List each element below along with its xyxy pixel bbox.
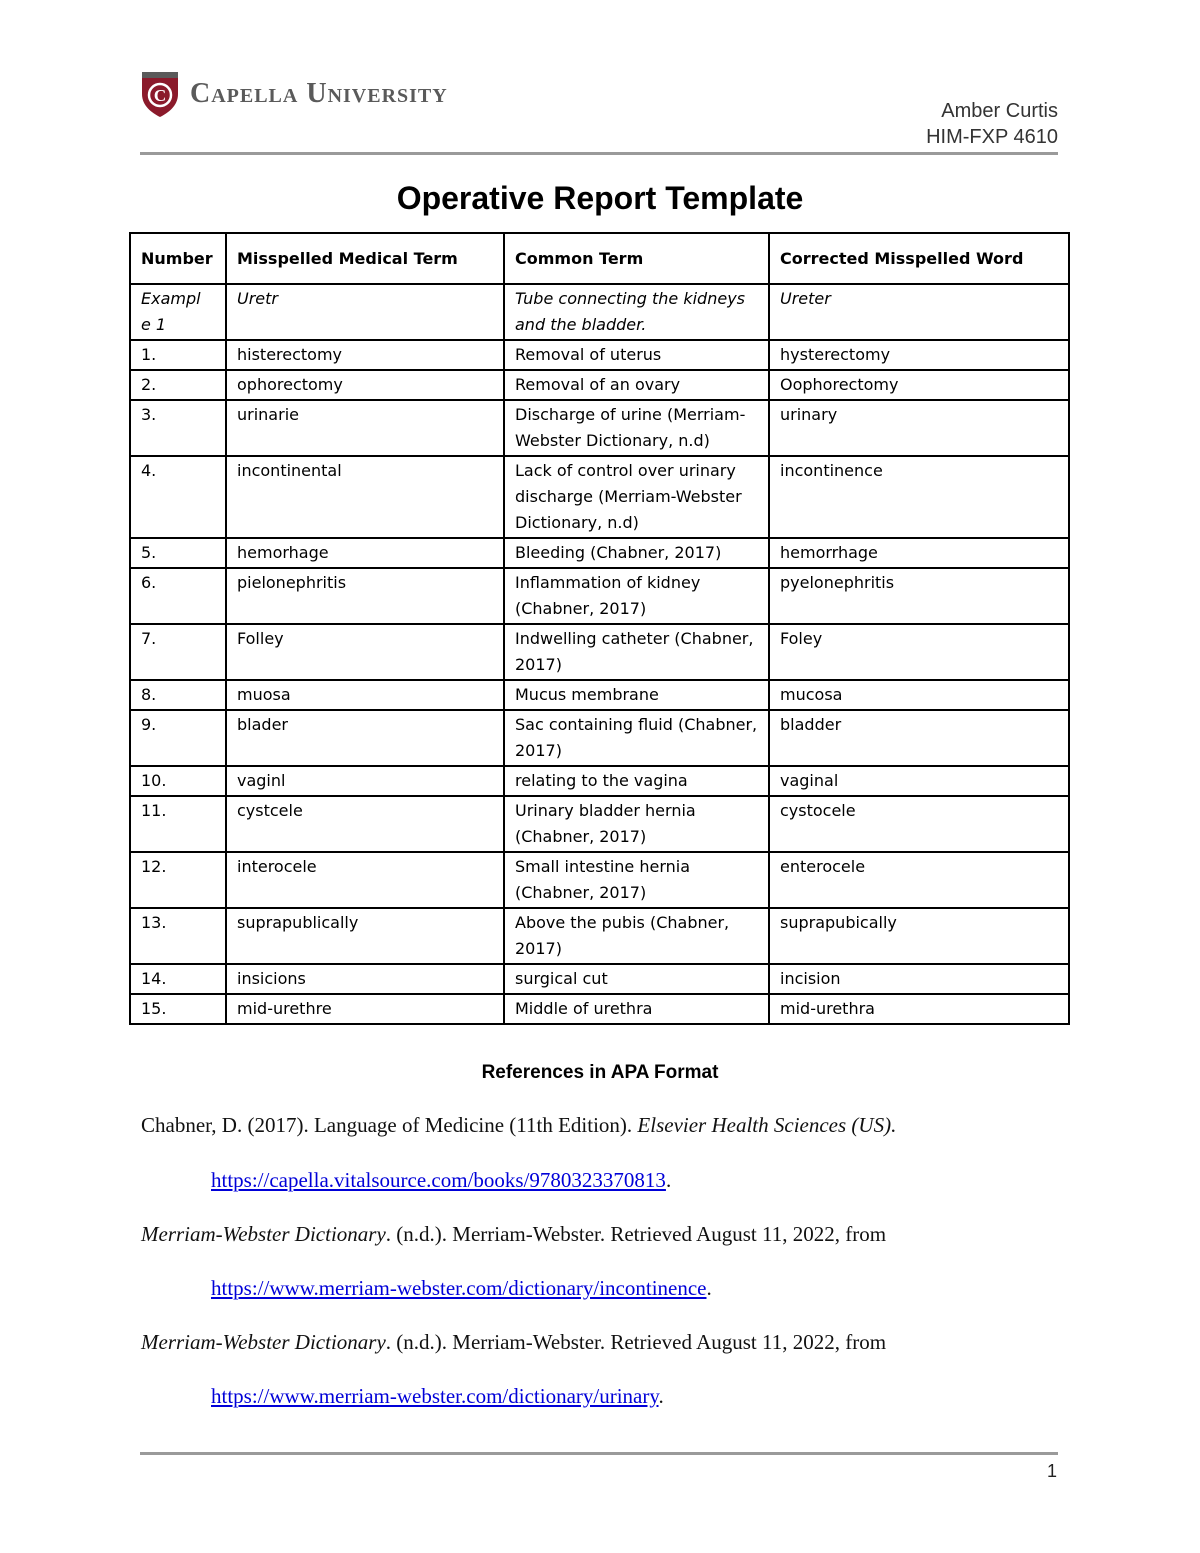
university-logo [140,70,448,118]
row-common: Bleeding (Chabner, 2017) [504,538,769,568]
row-misspelled: mid-urethre [226,994,504,1024]
table-row [130,340,1069,370]
row-misspelled: ophorectomy [226,370,504,400]
reference-source: Elsevier Health Sciences (US). [637,1113,897,1137]
table-row [130,994,1069,1024]
row-common: Inflammation of kidney (Chabner, 2017) [504,568,769,624]
row-corrected: vaginal [769,766,1069,796]
row-misspelled: suprapublically [226,908,504,964]
row-misspelled: interocele [226,852,504,908]
row-misspelled: Folley [226,624,504,680]
reference-chabner-url-line [211,1166,671,1194]
row-common: Discharge of urine (Merriam-Webster Dictionary, n.d) [504,400,769,456]
row-corrected: hemorrhage [769,538,1069,568]
row-corrected: incontinence [769,456,1069,538]
row-misspelled: incontinental [226,456,504,538]
row-misspelled: pielonephritis [226,568,504,624]
row-common: Middle of urethra [504,994,769,1024]
example-corrected: Ureter [769,284,1069,340]
row-corrected: pyelonephritis [769,568,1069,624]
table-row [130,680,1069,710]
university-name: Capella University [190,78,448,109]
table-row [130,964,1069,994]
example-misspelled: Uretr [226,284,504,340]
table-row [130,908,1069,964]
row-number: 6. [130,568,226,624]
row-corrected: urinary [769,400,1069,456]
row-number: 5. [130,538,226,568]
reference-link-urinary[interactable]: https://www.merriam-webster.com/dictionary/urinary [211,1384,659,1408]
terms-table [129,232,1070,1025]
course-code: HIM-FXP 4610 [926,126,1058,148]
table-row [130,796,1069,852]
row-common: Removal of uterus [504,340,769,370]
header-number: Number [130,233,226,284]
table-row [130,538,1069,568]
row-misspelled: blader [226,710,504,766]
row-misspelled: vaginl [226,766,504,796]
reference-text: . (n.d.). Merriam-Webster. Retrieved August 11, 2022, from [385,1222,887,1246]
row-corrected: incision [769,964,1069,994]
row-corrected: mucosa [769,680,1069,710]
row-misspelled: muosa [226,680,504,710]
header-divider [140,152,1058,155]
row-number: 4. [130,456,226,538]
reference-text: . (n.d.). Merriam-Webster. Retrieved August 11, 2022, from [385,1330,887,1354]
reference-merriam-urinary [141,1328,886,1356]
row-number: 3. [130,400,226,456]
row-number: 10. [130,766,226,796]
row-number: 9. [130,710,226,766]
reference-incontinence-url-line [211,1274,712,1302]
row-common: Lack of control over urinary discharge (Merriam-Webster Dictionary, n.d) [504,456,769,538]
reference-link-tail: . [658,1384,664,1408]
table-row [130,624,1069,680]
author-block [926,98,1058,150]
row-common: Urinary bladder hernia (Chabner, 2017) [504,796,769,852]
row-misspelled: cystcele [226,796,504,852]
table-row [130,766,1069,796]
row-corrected: Foley [769,624,1069,680]
references-heading: References in APA Format [481,1062,719,1083]
row-common: Small intestine hernia (Chabner, 2017) [504,852,769,908]
row-common: Above the pubis (Chabner, 2017) [504,908,769,964]
row-common: Sac containing fluid (Chabner, 2017) [504,710,769,766]
row-common: Indwelling catheter (Chabner, 2017) [504,624,769,680]
page-title: Operative Report Template [396,180,804,216]
row-number: 11. [130,796,226,852]
row-number: 14. [130,964,226,994]
page-number: 1 [1046,1461,1057,1481]
reference-urinary-url-line [211,1382,664,1410]
row-number: 12. [130,852,226,908]
row-misspelled: hemorhage [226,538,504,568]
row-common: Removal of an ovary [504,370,769,400]
table-row [130,710,1069,766]
row-common: surgical cut [504,964,769,994]
row-corrected: suprapubically [769,908,1069,964]
row-corrected: enterocele [769,852,1069,908]
row-misspelled: urinarie [226,400,504,456]
reference-source: Merriam-Webster Dictionary [141,1330,386,1354]
reference-link-tail: . [706,1276,712,1300]
author-name: Amber Curtis [941,100,1058,122]
row-misspelled: histerectomy [226,340,504,370]
table-row [130,370,1069,400]
row-corrected: Oophorectomy [769,370,1069,400]
svg-text:C: C [153,86,167,105]
reference-chabner [141,1111,896,1139]
row-common: Mucus membrane [504,680,769,710]
row-number: 8. [130,680,226,710]
row-corrected: mid-urethra [769,994,1069,1024]
reference-link-chabner[interactable]: https://capella.vitalsource.com/books/9780323370813 [211,1168,666,1192]
crest-icon [140,70,180,118]
example-number: Exampl e 1 [130,284,226,340]
row-corrected: cystocele [769,796,1069,852]
footer-divider [140,1452,1058,1455]
header-misspelled: Misspelled Medical Term [226,233,504,284]
row-number: 2. [130,370,226,400]
row-misspelled: insicions [226,964,504,994]
row-corrected: hysterectomy [769,340,1069,370]
table-row [130,456,1069,538]
row-number: 13. [130,908,226,964]
table-row [130,852,1069,908]
header-common: Common Term [504,233,769,284]
reference-source: Merriam-Webster Dictionary [141,1222,386,1246]
table-row [130,568,1069,624]
row-number: 15. [130,994,226,1024]
row-corrected: bladder [769,710,1069,766]
row-number: 1. [130,340,226,370]
table-header-row [130,233,1069,284]
row-common: relating to the vagina [504,766,769,796]
row-number: 7. [130,624,226,680]
header-corrected: Corrected Misspelled Word [769,233,1069,284]
reference-link-tail: . [665,1168,672,1192]
example-row [130,284,1069,340]
reference-merriam-incontinence [141,1220,886,1248]
reference-link-incontinence[interactable]: https://www.merriam-webster.com/dictionary/incontinence [211,1276,707,1300]
reference-text: Chabner, D. (2017). Language of Medicine (11th Edition). [141,1113,638,1137]
example-common: Tube connecting the kidneys and the bladder. [504,284,769,340]
table-row [130,400,1069,456]
